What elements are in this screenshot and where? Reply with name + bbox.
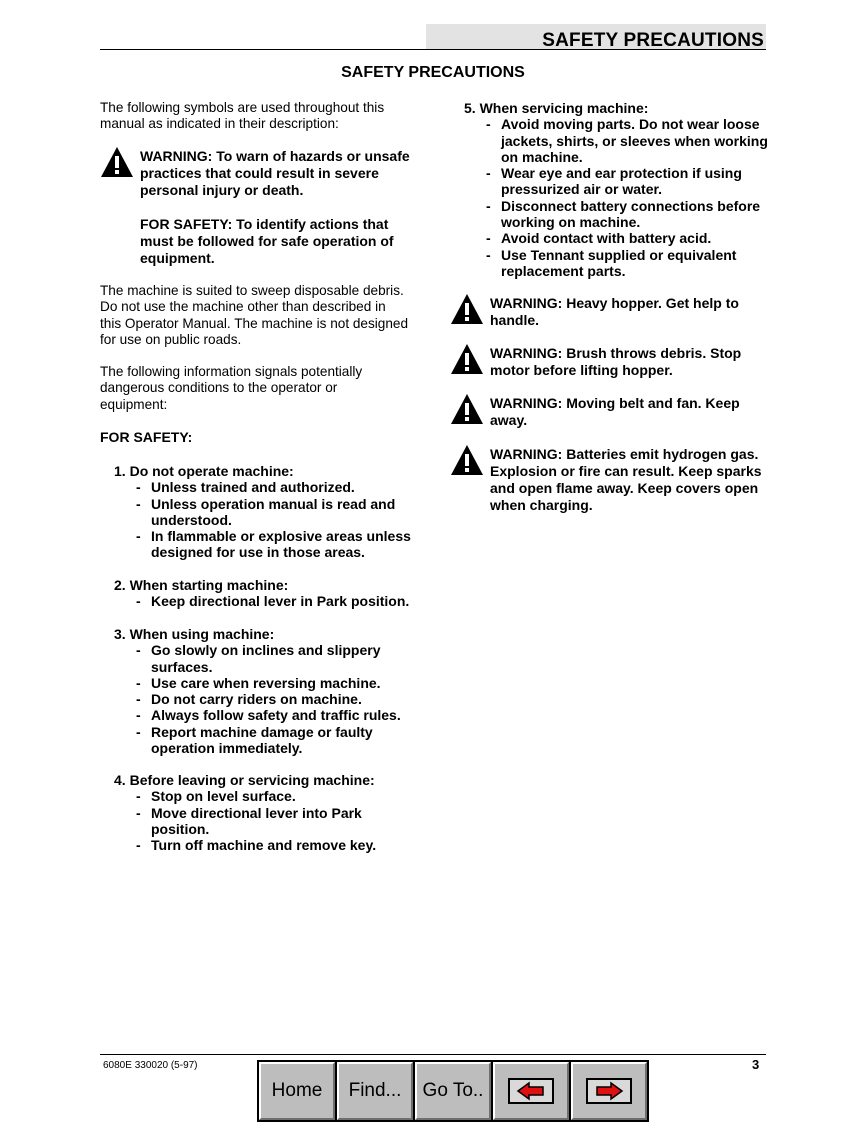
goto-button[interactable]: Go To.. <box>415 1062 491 1120</box>
list-item: - Unless operation manual is read and understood. <box>136 495 396 528</box>
warning-triangle-icon <box>450 343 484 375</box>
step-title: 5. When servicing machine: <box>464 100 649 116</box>
for-safety-heading: FOR SAFETY: <box>100 429 193 445</box>
page-title: SAFETY PRECAUTIONS <box>341 64 525 81</box>
intro-paragraph: The following symbols are used throughout this manual as indicated in their description: <box>100 100 385 132</box>
next-page-button[interactable] <box>571 1062 647 1120</box>
list-item: - Use Tennant supplied or equivalent replacement parts. <box>486 246 737 279</box>
list-item: - Always follow safety and traffic rules. <box>136 707 401 724</box>
warning-triangle-icon <box>450 444 484 476</box>
previous-page-button[interactable] <box>493 1062 569 1120</box>
step-4 <box>114 772 404 853</box>
warning-text: WARNING: Heavy hopper. Get help to handle. <box>490 295 739 328</box>
list-item: - Do not carry riders on machine. <box>136 691 362 708</box>
step-title: 1. Do not operate machine: <box>114 463 294 479</box>
warning-text: WARNING: Moving belt and fan. Keep away. <box>490 395 740 428</box>
footer-rule <box>100 1054 766 1055</box>
list-item: - Disconnect battery connections before working on machine. <box>486 197 761 231</box>
header-rule <box>100 49 766 50</box>
warning-triangle-icon <box>100 146 134 178</box>
list-item: - Use care when reversing machine. <box>136 674 381 691</box>
list-item: - Avoid moving parts. Do not wear loose jackets, shirts, or sleeves when working on machine. <box>486 116 768 165</box>
list-item: - Go slowly on inclines and slippery surfaces. <box>136 642 381 675</box>
step-1 <box>114 463 424 561</box>
machine-suited-paragraph: The machine is suited to sweep disposable debris. Do not use the machine other than described in this Operator Manual. The machine is not designed for use on public roads. <box>100 283 409 347</box>
warning-text: WARNING: Brush throws debris. Stop motor before lifting hopper. <box>490 345 742 378</box>
list-item: - Turn off machine and remove key. <box>136 837 377 854</box>
warning-belt <box>450 395 768 429</box>
page-number: 3 <box>752 1057 760 1072</box>
list-item: - Keep directional lever in Park position. <box>136 593 410 610</box>
step-2 <box>114 577 424 610</box>
list-item: - Avoid contact with battery acid. <box>486 230 712 247</box>
step-title: 2. When starting machine: <box>114 577 289 593</box>
find-button[interactable]: Find... <box>337 1062 413 1120</box>
step-3 <box>114 626 414 756</box>
right-arrow-icon <box>586 1078 632 1104</box>
warning-triangle-icon <box>450 393 484 425</box>
left-arrow-icon <box>508 1078 554 1104</box>
warning-brush <box>450 345 768 379</box>
warning-hopper <box>450 295 768 329</box>
list-item: - Unless trained and authorized. <box>136 479 355 496</box>
warning-text: WARNING: Batteries emit hydrogen gas. Explosion or fire can result. Keep sparks and open flame away. Keep covers open when charging. <box>490 446 762 513</box>
warning-definition <box>100 148 410 199</box>
navigation-bar <box>257 1060 649 1122</box>
list-item: - In flammable or explosive areas unless designed for use in those areas. <box>136 528 411 561</box>
info-paragraph: The following information signals potentially dangerous conditions to the operator or equipment: <box>100 364 363 412</box>
warning-definition-text: WARNING: To warn of hazards or unsafe practices that could result in severe personal injury or death. <box>140 148 410 198</box>
step-5 <box>464 100 768 279</box>
safety-definition: FOR SAFETY: To identify actions that must be followed for safe operation of equipment. <box>140 216 394 266</box>
document-id: 6080E 330020 (5-97) <box>103 1060 198 1071</box>
home-button[interactable]: Home <box>259 1062 335 1120</box>
warning-batteries <box>450 446 768 514</box>
header-title: SAFETY PRECAUTIONS <box>542 30 764 51</box>
step-title: 4. Before leaving or servicing machine: <box>114 772 375 788</box>
warning-triangle-icon <box>450 293 484 325</box>
list-item: - Stop on level surface. <box>136 788 296 805</box>
list-item: - Report machine damage or faulty operation immediately. <box>136 723 373 757</box>
list-item: - Wear eye and ear protection if using pressurized air or water. <box>486 165 742 198</box>
step-title: 3. When using machine: <box>114 626 275 642</box>
list-item: - Move directional lever into Park position. <box>136 804 362 837</box>
